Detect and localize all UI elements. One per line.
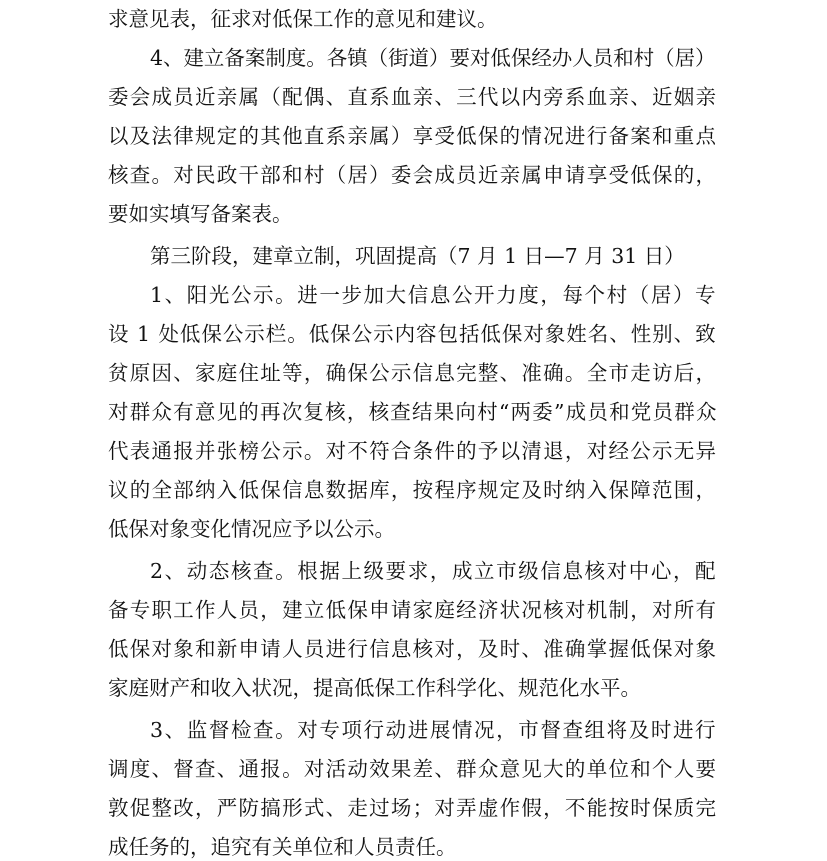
text-line: 要如实填写备案表。 [108, 202, 293, 226]
text-line: 家庭财产和收入状况，提高低保工作科学化、规范化水平。 [108, 676, 641, 700]
text-line: 核查。对民政干部和村（居）委会成员近亲属申请享受低保的， [108, 163, 718, 187]
text-line: 2、动态核查。根据上级要求，成立市级信息核对中心，配 [150, 559, 718, 583]
text-line: 低保对象和新申请人员进行信息核对，及时、准确掌握低保对象 [108, 637, 718, 661]
text-line: 以及法律规定的其他直系亲属）享受低保的情况进行备案和重点 [108, 124, 718, 148]
text-line: 议的全部纳入低保信息数据库，按程序规定及时纳入保障范围， [108, 478, 718, 502]
text-line: 4、建立备案制度。各镇（街道）要对低保经办人员和村（居） [150, 46, 716, 70]
text-line: 代表通报并张榜公示。对不符合条件的予以清退，对经公示无异 [108, 439, 718, 463]
section-heading: 第三阶段，建章立制，巩固提高（7 月 1 日—7 月 31 日） [150, 244, 685, 268]
text-line: 设 1 处低保公示栏。低保公示内容包括低保对象姓名、性别、致 [108, 322, 717, 346]
text-line: 3、监督检查。对专项行动进展情况，市督查组将及时进行 [150, 718, 718, 742]
text-line: 敦促整改，严防搞形式、走过场；对弄虚作假，不能按时保质完 [108, 796, 718, 820]
text-line: 成任务的，追究有关单位和人员责任。 [108, 835, 457, 859]
text-line: 备专职工作人员，建立低保申请家庭经济状况核对机制，对所有 [108, 598, 718, 622]
text-line: 求意见表，征求对低保工作的意见和建议。 [108, 7, 498, 31]
text-line: 低保对象变化情况应予以公示。 [108, 517, 395, 541]
text-line: 对群众有意见的再次复核，核查结果向村“两委”成员和党员群众 [108, 400, 718, 424]
text-line: 调度、督查、通报。对活动效果差、群众意见大的单位和个人要 [108, 757, 718, 781]
text-line: 委会成员近亲属（配偶、直系血亲、三代以内旁系血亲、近姻亲 [108, 85, 718, 109]
text-line: 贫原因、家庭住址等，确保公示信息完整、准确。全市走访后， [108, 361, 718, 385]
text-line: 1、阳光公示。进一步加大信息公开力度，每个村（居）专 [150, 283, 718, 307]
